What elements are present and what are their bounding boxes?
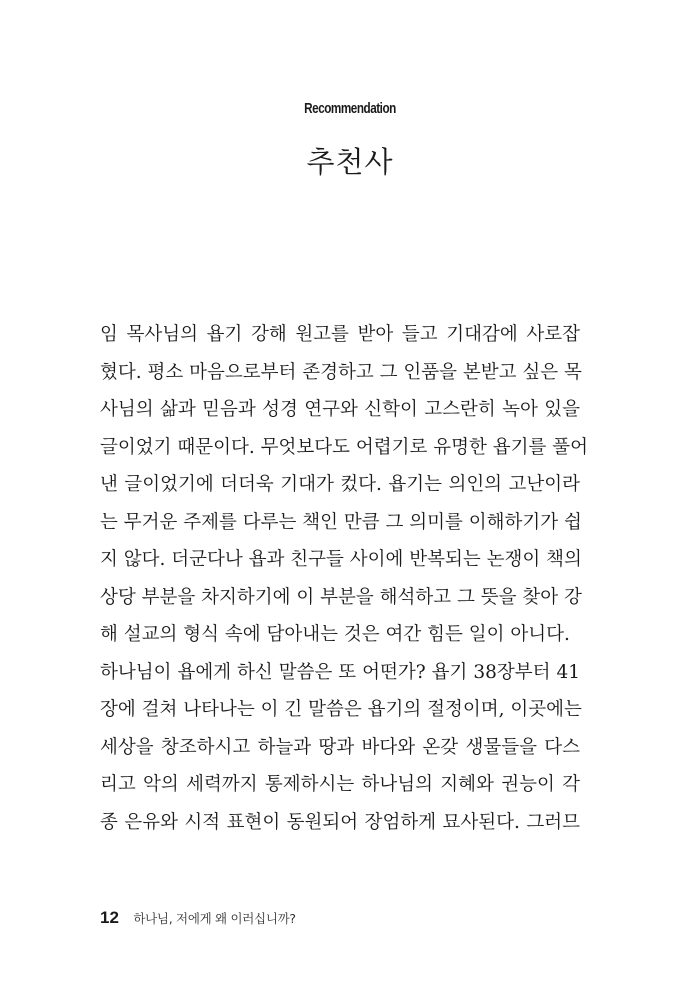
running-title: 하나님, 저에게 왜 이러십니까? [133, 911, 296, 926]
body-line-2: 혔다. 평소 마음으로부터 존경하고 그 인품을 본받고 싶은 목 [100, 361, 582, 383]
body-line-6: 는 무거운 주제를 다루는 책인 만큼 그 의미를 이해하기가 쉽 [100, 511, 582, 533]
body-line-1: 임 목사님의 욥기 강해 원고를 받아 들고 기대감에 사로잡 [100, 324, 580, 345]
body-line-11: 장에 걸쳐 나타나는 이 긴 말씀은 욥기의 절정이며, 이곳에는 [100, 699, 582, 720]
body-line-14: 종 은유와 시적 표현이 동원되어 장엄하게 묘사된다. 그러므 [100, 811, 580, 833]
body-line-3: 사님의 삶과 믿음과 성경 연구와 신학이 고스란히 녹아 있을 [100, 399, 580, 420]
body-line-8: 상당 부분을 차지하기에 이 부분을 해석하고 그 뜻을 찾아 강 [100, 586, 582, 608]
body-line-7: 지 않다. 더군다나 욥과 친구들 사이에 반복되는 논쟁이 책의 [100, 549, 582, 570]
page-footer [100, 908, 296, 928]
body-line-13: 리고 악의 세력까지 통제하시는 하나님의 지혜와 권능이 각 [100, 774, 580, 795]
page-title: 추천사 [306, 145, 394, 179]
page-number: 12 [100, 908, 119, 927]
body-line-10: 하나님이 욥에게 하신 말씀은 또 어떤가? 욥기 38장부터 41 [100, 661, 580, 683]
section-eyebrow: Recommendation [304, 100, 396, 117]
recommendation-body [100, 316, 588, 841]
body-line-5: 낸 글이었기에 더더욱 기대가 컸다. 욥기는 의인의 고난이라 [100, 474, 580, 495]
body-line-9: 해 설교의 형식 속에 담아내는 것은 여간 힘든 일이 아니다. [100, 624, 570, 645]
body-line-12: 세상을 창조하시고 하늘과 땅과 바다와 온갖 생물들을 다스 [100, 736, 580, 758]
body-line-4: 글이었기 때문이다. 무엇보다도 어렵기로 유명한 욥기를 풀어 [100, 436, 588, 458]
